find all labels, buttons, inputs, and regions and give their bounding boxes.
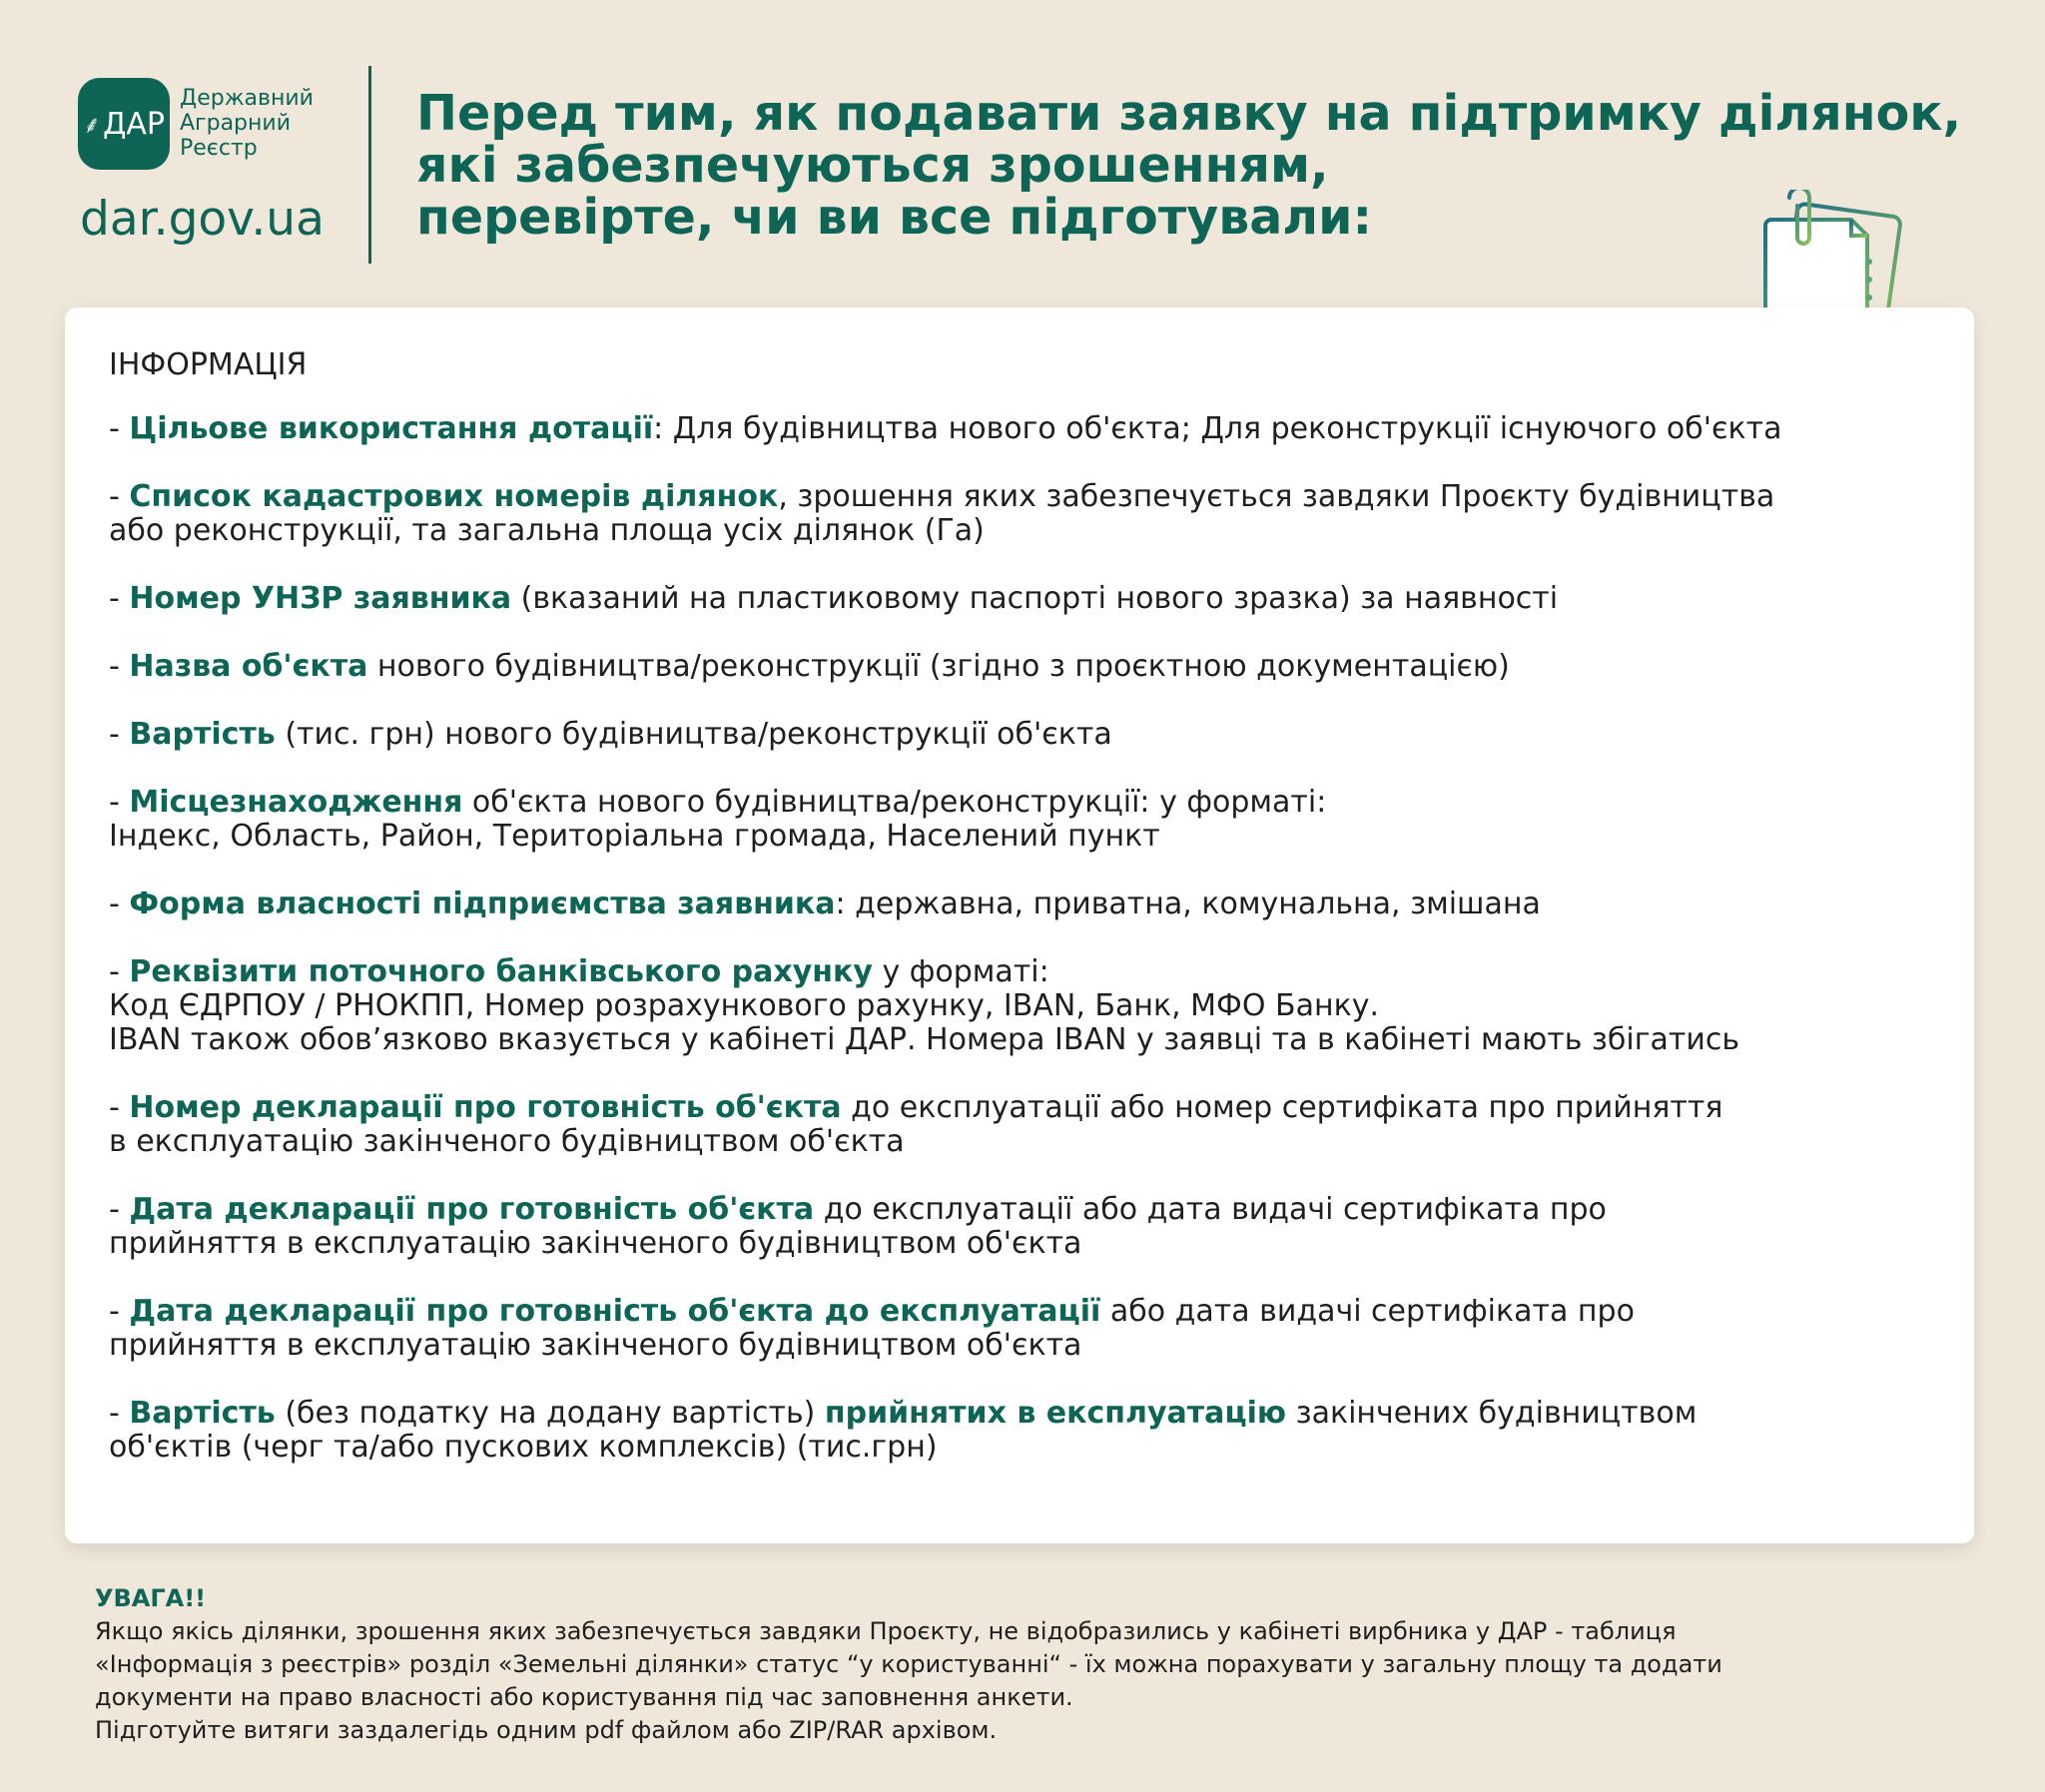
item-text: до експлуатації або дата видачі сертифіката про xyxy=(814,1192,1607,1227)
item-bullet: - xyxy=(109,1294,130,1329)
item-bullet: - xyxy=(109,1396,130,1431)
item-text: у форматі: xyxy=(872,954,1049,989)
item-highlight: Дата декларації про готовність об'єкта xyxy=(129,1192,815,1227)
item-highlight: Форма власності підприємства заявника xyxy=(129,887,836,921)
item-highlight: Вартість xyxy=(129,717,276,752)
wheat-icon: ⸙ xyxy=(82,110,101,139)
item-text-line2: об'єктів (черг та/або пускових комплексів) (тис.грн) xyxy=(109,1430,938,1465)
header-divider xyxy=(368,66,371,264)
item-text-line2: Код ЄДРПОУ / РНОКПП, Номер розрахункового рахунку, IBAN, Банк, МФО Банку. xyxy=(109,988,1380,1023)
item-highlight: Дата декларації про готовність об'єкта до експлуатації xyxy=(129,1294,1101,1329)
item-highlight: Назва об'єкта xyxy=(129,649,368,684)
item-text-line2: прийняття в експлуатацію закінченого будівництвом об'єкта xyxy=(109,1226,1082,1261)
item-bullet: - xyxy=(109,717,130,752)
list-item xyxy=(109,718,1946,752)
list-item xyxy=(109,955,1946,1057)
item-text: (вказаний на пластиковому паспорті нового зразка) за наявності xyxy=(511,581,1559,616)
item-text-2: закінчених будівництвом xyxy=(1286,1396,1698,1431)
item-highlight: Реквізити поточного банківського рахунку xyxy=(129,954,873,989)
org-name xyxy=(180,86,314,161)
item-bullet: - xyxy=(109,1192,130,1227)
list-item xyxy=(109,1397,1946,1465)
item-bullet: - xyxy=(109,954,130,989)
item-text: до експлуатації або номер сертифіката про прийняття xyxy=(841,1090,1723,1125)
item-bullet: - xyxy=(109,785,130,820)
page-title-line2: які забезпечуються зрошенням, xyxy=(416,137,1329,194)
attention-note xyxy=(95,1582,1722,1747)
item-bullet: - xyxy=(109,581,130,616)
list-item xyxy=(109,1295,1946,1363)
list-item xyxy=(109,412,1946,446)
info-list xyxy=(109,412,1946,1465)
item-highlight: Вартість xyxy=(129,1396,276,1431)
page-title xyxy=(416,85,1962,246)
info-card xyxy=(65,307,1974,1543)
item-text: : Для будівництва нового об'єкта; Для реконструкції існуючого об'єкта xyxy=(653,411,1782,446)
item-highlight-2: прийнятих в експлуатацію xyxy=(824,1396,1287,1431)
item-text: (без податку на додану вартість) xyxy=(275,1396,825,1431)
site-url: dar.gov.ua xyxy=(80,192,325,247)
item-text: нового будівництва/реконструкції (згідно з проєктною документацією) xyxy=(367,649,1510,684)
item-text: : державна, приватна, комунальна, змішана xyxy=(835,887,1541,921)
list-item xyxy=(109,582,1946,616)
item-highlight: Номер УНЗР заявника xyxy=(129,581,512,616)
page-title-line3: перевірте, чи ви все підготували: xyxy=(416,189,1373,246)
item-highlight: Номер декларації про готовність об'єкта xyxy=(129,1090,842,1125)
org-name-line1: Державний xyxy=(180,86,314,111)
item-bullet: - xyxy=(109,887,130,921)
list-item xyxy=(109,1091,1946,1159)
item-bullet: - xyxy=(109,649,130,684)
item-highlight: Місцезнаходження xyxy=(129,785,463,820)
attention-line4: Підготуйте витяги заздалегідь одним pdf файлом або ZIP/RAR архівом. xyxy=(95,1716,998,1744)
dar-logo xyxy=(78,78,170,170)
page-title-line1: Перед тим, як подавати заявку на підтримку ділянок, xyxy=(416,85,1962,142)
attention-line3: документи на право власності або користування під час заповнення анкети. xyxy=(95,1683,1073,1711)
item-text-line3: IBAN також обов’язково вказується у кабінеті ДАР. Номера IBAN у заявці та в кабінеті мають збігатись xyxy=(109,1022,1740,1057)
attention-line1: Якщо якісь ділянки, зрошення яких забезпечується завдяки Проєкту, не відобразились у кабінеті вирбника у ДАР - таблиця xyxy=(95,1617,1677,1645)
item-text-line2: в експлуатацію закінченого будівництвом об'єкта xyxy=(109,1124,905,1159)
item-text: або дата видачі сертифіката про xyxy=(1100,1294,1635,1329)
logo-text: ДАР xyxy=(102,106,166,142)
list-item xyxy=(109,650,1946,684)
list-item xyxy=(109,786,1946,854)
info-heading: ІНФОРМАЦІЯ xyxy=(109,347,308,382)
item-bullet: - xyxy=(109,479,130,514)
item-text-line2: або реконструкції, та загальна площа усіх ділянок (Га) xyxy=(109,513,985,548)
attention-title: УВАГА!! xyxy=(95,1584,207,1612)
item-bullet: - xyxy=(109,1090,130,1125)
item-text: (тис. грн) нового будівництва/реконструкції об'єкта xyxy=(275,717,1112,752)
item-highlight: Список кадастрових номерів ділянок xyxy=(129,479,779,514)
list-item xyxy=(109,480,1946,548)
item-text-line2: Індекс, Область, Район, Територіальна громада, Населений пункт xyxy=(109,819,1160,854)
org-name-line3: Реєстр xyxy=(180,136,258,161)
item-text: об'єкта нового будівництва/реконструкції: у форматі: xyxy=(462,785,1327,820)
list-item xyxy=(109,1193,1946,1261)
org-name-line2: Аграрний xyxy=(180,111,291,136)
item-highlight: Цільове використання дотації xyxy=(129,411,654,446)
item-bullet: - xyxy=(109,411,130,446)
attention-line2: «Інформація з реєстрів» розділ «Земельні ділянки» статус “у користуванні“ - їх можна порахувати у загальну площу та додати xyxy=(95,1650,1722,1678)
item-text-line2: прийняття в експлуатацію закінченого будівництвом об'єкта xyxy=(109,1328,1082,1363)
list-item xyxy=(109,888,1946,921)
item-text: , зрошення яких забезпечується завдяки Проєкту будівництва xyxy=(778,479,1775,514)
